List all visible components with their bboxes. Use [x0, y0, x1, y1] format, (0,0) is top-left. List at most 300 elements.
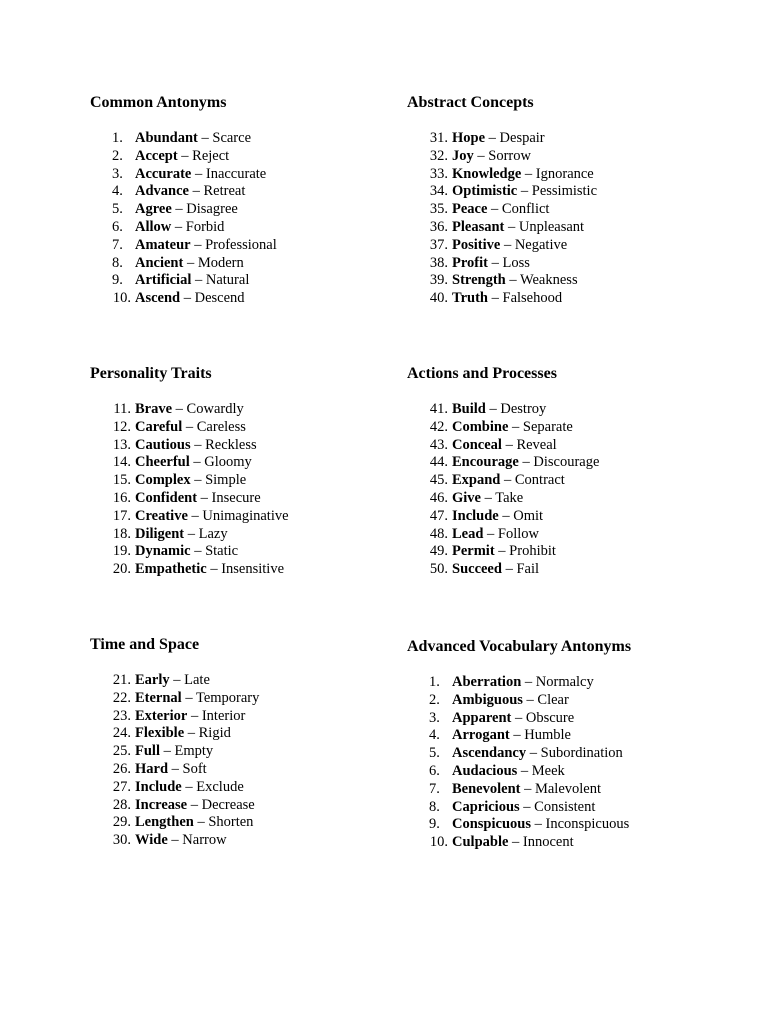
section-title: Personality Traits	[90, 365, 212, 382]
dash-separator: –	[188, 183, 204, 200]
list-item	[90, 761, 390, 779]
item-body	[135, 454, 252, 472]
item-number: 43.	[429, 436, 448, 453]
dash-separator: –	[189, 454, 205, 471]
item-number: 5.	[429, 745, 440, 762]
term-word: Culpable	[452, 834, 509, 851]
term-word: Advance	[135, 183, 189, 200]
antonym-word: Exclude	[196, 778, 244, 795]
antonym-word: Natural	[205, 272, 250, 289]
antonym-list	[90, 672, 390, 850]
item-number: 27.	[112, 778, 131, 795]
list-item	[90, 401, 390, 419]
item-body	[452, 508, 543, 526]
item-body	[452, 543, 556, 561]
list-item	[90, 472, 390, 490]
item-number: 3.	[112, 165, 123, 182]
list-item	[407, 561, 707, 579]
dash-separator: –	[517, 183, 532, 200]
antonym-word: Discourage	[533, 454, 600, 471]
dash-separator: –	[508, 834, 523, 851]
antonym-word: Gloomy	[204, 454, 252, 471]
item-number: 1.	[429, 674, 440, 690]
item-body	[135, 526, 228, 544]
term-word: Allow	[135, 218, 172, 235]
dash-separator: –	[172, 401, 187, 417]
list-item	[407, 472, 707, 490]
item-body	[135, 130, 251, 148]
list-item	[407, 543, 707, 561]
item-number: 44.	[429, 454, 448, 471]
antonym-word: Unpleasant	[518, 218, 585, 235]
dash-separator: –	[521, 674, 536, 690]
item-number: 20.	[112, 561, 131, 578]
term-word: Complex	[135, 472, 191, 489]
dash-separator: –	[500, 236, 515, 253]
item-body	[452, 816, 629, 834]
list-item	[90, 219, 390, 237]
item-number: 25.	[112, 743, 131, 760]
term-word: Profit	[452, 254, 488, 271]
list-item	[407, 727, 707, 745]
antonym-word: Reckless	[205, 436, 257, 453]
term-word: Truth	[452, 290, 488, 307]
term-word: Optimistic	[452, 183, 518, 200]
antonym-word: Clear	[537, 691, 569, 708]
dash-separator: –	[481, 489, 496, 506]
antonym-word: Scarce	[212, 130, 252, 146]
item-number: 49.	[429, 543, 448, 560]
term-word: Include	[135, 778, 182, 795]
item-body	[135, 725, 231, 743]
list-item	[90, 419, 390, 437]
list-item	[407, 401, 707, 419]
item-body	[452, 272, 578, 290]
list-item	[90, 272, 390, 290]
dash-separator: –	[521, 165, 536, 182]
item-number: 18.	[112, 525, 131, 542]
item-body	[135, 508, 289, 526]
term-word: Encourage	[452, 454, 519, 471]
dash-separator: –	[500, 472, 515, 489]
item-number: 8.	[429, 798, 440, 815]
antonym-word: Malevolent	[534, 780, 602, 797]
item-number: 19.	[112, 543, 131, 560]
item-body	[135, 690, 259, 708]
list-item	[90, 437, 390, 455]
dash-separator: –	[193, 814, 209, 831]
antonym-word: Destroy	[500, 401, 547, 417]
list-item	[90, 166, 390, 184]
term-word: Capricious	[452, 798, 520, 815]
list-item	[90, 183, 390, 201]
list-item	[407, 526, 707, 544]
list-item	[407, 799, 707, 817]
term-word: Succeed	[452, 561, 502, 578]
list-item	[90, 708, 390, 726]
list-item	[90, 201, 390, 219]
item-body	[452, 674, 594, 692]
item-body	[135, 779, 244, 797]
section-personality-traits	[90, 364, 390, 579]
list-item	[90, 508, 390, 526]
antonym-word: Unimaginative	[202, 507, 289, 524]
item-number: 9.	[112, 272, 123, 289]
item-body	[135, 255, 244, 273]
dash-separator: –	[182, 418, 197, 435]
dash-separator: –	[494, 543, 510, 560]
dash-separator: –	[520, 780, 535, 797]
antonym-word: Contract	[514, 472, 565, 489]
list-item	[407, 763, 707, 781]
item-body	[135, 561, 284, 579]
item-body	[135, 472, 246, 490]
dash-separator: –	[526, 745, 541, 762]
dash-separator: –	[181, 689, 196, 706]
list-item	[407, 781, 707, 799]
item-number: 5.	[112, 201, 123, 218]
item-number: 45.	[429, 472, 448, 489]
item-number: 41.	[429, 401, 448, 417]
item-number: 16.	[112, 489, 131, 506]
item-body	[452, 166, 594, 184]
item-body	[135, 708, 245, 726]
list-item	[90, 725, 390, 743]
antonym-word: Static	[205, 543, 239, 560]
item-number: 8.	[112, 254, 123, 271]
item-body	[135, 401, 244, 419]
dash-separator: –	[190, 436, 206, 453]
item-body	[452, 781, 601, 799]
item-body	[135, 183, 245, 201]
section-common-antonyms	[90, 93, 390, 308]
term-word: Knowledge	[452, 165, 522, 182]
antonym-word: Subordination	[540, 745, 623, 762]
term-word: Positive	[452, 236, 501, 253]
item-number: 39.	[429, 272, 448, 289]
dash-separator: –	[190, 236, 206, 253]
item-number: 4.	[112, 183, 123, 200]
dash-separator: –	[517, 762, 532, 779]
term-word: Benevolent	[452, 780, 521, 797]
antonym-word: Normalcy	[535, 674, 594, 690]
dash-separator: –	[485, 130, 500, 146]
item-number: 22.	[112, 689, 131, 706]
item-body	[452, 472, 565, 490]
item-number: 37.	[429, 236, 448, 253]
term-word: Full	[135, 743, 160, 760]
term-word: Diligent	[135, 525, 185, 542]
antonym-word: Follow	[497, 525, 540, 542]
antonym-word: Ignorance	[535, 165, 594, 182]
section-title: Actions and Processes	[407, 365, 557, 382]
antonym-word: Shorten	[208, 814, 254, 831]
item-body	[452, 290, 562, 308]
dash-separator: –	[190, 472, 206, 489]
item-body	[135, 490, 261, 508]
section-abstract-concepts	[407, 93, 707, 308]
list-item	[407, 490, 707, 508]
dash-separator: –	[180, 290, 195, 307]
dash-separator: –	[501, 436, 517, 453]
term-word: Peace	[452, 201, 488, 218]
antonym-word: Falsehood	[502, 290, 563, 307]
item-body	[452, 237, 567, 255]
item-body	[452, 834, 574, 852]
dash-separator: –	[187, 707, 202, 724]
section-title: Common Antonyms	[90, 94, 227, 111]
dash-separator: –	[171, 201, 187, 218]
antonym-word: Omit	[513, 507, 544, 524]
list-item	[90, 797, 390, 815]
term-word: Exterior	[135, 707, 188, 724]
list-item	[90, 779, 390, 797]
dash-separator: –	[505, 272, 520, 289]
section-actions-and-processes	[407, 364, 707, 579]
antonym-word: Careless	[196, 418, 246, 435]
term-word: Agree	[135, 201, 172, 218]
dash-separator: –	[184, 525, 199, 542]
term-word: Conspicuous	[452, 816, 531, 833]
item-number: 40.	[429, 290, 448, 307]
item-number: 29.	[112, 814, 131, 831]
term-word: Ambiguous	[452, 691, 523, 708]
term-word: Brave	[135, 401, 173, 417]
list-item	[90, 130, 390, 148]
item-body	[452, 255, 530, 273]
term-word: Accurate	[135, 165, 192, 182]
item-body	[452, 201, 549, 219]
term-word: Abundant	[135, 130, 198, 146]
item-body	[452, 799, 595, 817]
term-word: Wide	[135, 832, 168, 849]
dash-separator: –	[206, 561, 222, 578]
item-number: 2.	[112, 147, 123, 164]
dash-separator: –	[197, 489, 212, 506]
antonym-word: Temporary	[195, 689, 260, 706]
item-number: 3.	[429, 709, 440, 726]
term-word: Amateur	[135, 236, 191, 253]
dash-separator: –	[171, 218, 186, 235]
antonym-word: Forbid	[185, 218, 225, 235]
term-word: Ascendancy	[452, 745, 527, 762]
item-body	[452, 710, 574, 728]
list-item	[90, 743, 390, 761]
list-item	[407, 290, 707, 308]
antonym-word: Professional	[205, 236, 277, 253]
dash-separator: –	[168, 760, 183, 777]
item-number: 47.	[429, 507, 448, 524]
term-word: Joy	[452, 147, 474, 164]
antonym-word: Empty	[174, 743, 214, 760]
antonym-word: Simple	[205, 472, 247, 489]
list-item	[407, 219, 707, 237]
antonym-word: Consistent	[534, 798, 596, 815]
item-body	[452, 401, 546, 419]
dash-separator: –	[177, 147, 193, 164]
item-number: 35.	[429, 201, 448, 218]
item-number: 10.	[112, 290, 131, 307]
term-word: Careful	[135, 418, 183, 435]
section-advanced-vocabulary	[407, 637, 707, 852]
antonym-word: Insecure	[211, 489, 261, 506]
dash-separator: –	[197, 130, 213, 146]
item-number: 21.	[112, 672, 131, 688]
antonym-word: Inaccurate	[205, 165, 267, 182]
dash-separator: –	[483, 525, 498, 542]
item-number: 31.	[429, 130, 448, 146]
antonym-word: Descend	[194, 290, 245, 307]
list-item	[90, 526, 390, 544]
dash-separator: –	[184, 725, 199, 742]
antonym-word: Humble	[524, 727, 571, 744]
antonym-word: Late	[184, 672, 210, 688]
antonym-list	[407, 130, 707, 308]
term-word: Ascend	[135, 290, 181, 307]
antonym-word: Reveal	[516, 436, 557, 453]
antonym-word: Reject	[192, 147, 230, 164]
item-body	[135, 237, 277, 255]
item-number: 6.	[112, 218, 123, 235]
item-body	[452, 419, 573, 437]
item-body	[452, 130, 545, 148]
item-number: 10.	[429, 834, 448, 851]
antonym-word: Decrease	[201, 796, 255, 813]
item-number: 12.	[112, 418, 131, 435]
term-word: Confident	[135, 489, 198, 506]
item-number: 36.	[429, 218, 448, 235]
term-word: Permit	[452, 543, 495, 560]
term-word: Cautious	[135, 436, 191, 453]
list-item	[90, 237, 390, 255]
list-item	[407, 816, 707, 834]
list-item	[90, 561, 390, 579]
item-body	[135, 148, 229, 166]
item-body	[135, 832, 227, 850]
antonym-word: Take	[495, 489, 524, 506]
dash-separator: –	[159, 743, 175, 760]
item-number: 42.	[429, 418, 448, 435]
dash-separator: –	[485, 401, 501, 417]
list-item	[90, 490, 390, 508]
antonym-word: Rigid	[198, 725, 231, 742]
term-word: Include	[452, 507, 499, 524]
list-item	[407, 272, 707, 290]
antonym-word: Obscure	[525, 709, 575, 726]
list-item	[407, 183, 707, 201]
item-body	[452, 148, 531, 166]
list-item	[90, 690, 390, 708]
item-number: 9.	[429, 816, 440, 833]
term-word: Accept	[135, 147, 178, 164]
item-body	[452, 561, 539, 579]
term-word: Build	[452, 401, 486, 417]
term-word: Pleasant	[452, 218, 505, 235]
list-item	[407, 237, 707, 255]
item-number: 14.	[112, 454, 131, 471]
term-word: Audacious	[452, 762, 518, 779]
list-item	[407, 508, 707, 526]
dash-separator: –	[167, 832, 183, 849]
section-title: Abstract Concepts	[407, 94, 534, 111]
item-number: 4.	[429, 727, 440, 744]
item-body	[135, 290, 245, 308]
term-word: Arrogant	[452, 727, 510, 744]
item-body	[452, 526, 539, 544]
list-item	[90, 148, 390, 166]
item-number: 6.	[429, 762, 440, 779]
antonym-word: Weakness	[519, 272, 578, 289]
list-item	[90, 543, 390, 561]
dash-separator: –	[508, 418, 523, 435]
item-body	[135, 797, 255, 815]
item-number: 7.	[429, 780, 440, 797]
list-item	[407, 692, 707, 710]
term-word: Dynamic	[135, 543, 191, 560]
antonym-word: Insensitive	[221, 561, 285, 578]
antonym-list	[90, 130, 390, 308]
antonym-word: Soft	[182, 760, 207, 777]
list-item	[407, 130, 707, 148]
antonym-list	[407, 401, 707, 579]
term-word: Hope	[452, 130, 486, 146]
item-number: 30.	[112, 832, 131, 849]
term-word: Give	[452, 489, 481, 506]
term-word: Flexible	[135, 725, 185, 742]
item-body	[452, 745, 623, 763]
dash-separator: –	[183, 254, 198, 271]
antonym-list	[90, 401, 390, 579]
term-word: Apparent	[452, 709, 512, 726]
item-number: 23.	[112, 707, 131, 724]
dash-separator: –	[190, 543, 206, 560]
antonym-word: Pessimistic	[531, 183, 598, 200]
term-word: Conceal	[452, 436, 502, 453]
list-item	[407, 255, 707, 273]
dash-separator: –	[191, 165, 206, 182]
antonym-word: Negative	[514, 236, 568, 253]
antonym-word: Fail	[516, 561, 539, 578]
item-body	[452, 490, 523, 508]
item-body	[135, 743, 213, 761]
item-body	[452, 219, 584, 237]
list-item	[90, 672, 390, 690]
term-word: Early	[135, 672, 170, 688]
dash-separator: –	[511, 709, 526, 726]
antonym-word: Despair	[499, 130, 545, 146]
antonym-word: Interior	[201, 707, 246, 724]
item-body	[135, 437, 257, 455]
term-word: Increase	[135, 796, 188, 813]
antonym-word: Conflict	[501, 201, 550, 218]
term-word: Aberration	[452, 674, 522, 690]
dash-separator: –	[530, 816, 546, 833]
item-body	[135, 219, 224, 237]
item-body	[135, 672, 210, 690]
list-item	[407, 166, 707, 184]
dash-separator: –	[519, 798, 535, 815]
antonym-word: Lazy	[198, 525, 228, 542]
item-body	[452, 454, 599, 472]
antonym-word: Disagree	[186, 201, 238, 218]
list-item	[90, 255, 390, 273]
dash-separator: –	[187, 796, 202, 813]
item-body	[452, 437, 557, 455]
dash-separator: –	[487, 254, 503, 271]
term-word: Artificial	[135, 272, 192, 289]
list-item	[90, 290, 390, 308]
item-number: 1.	[112, 130, 123, 146]
